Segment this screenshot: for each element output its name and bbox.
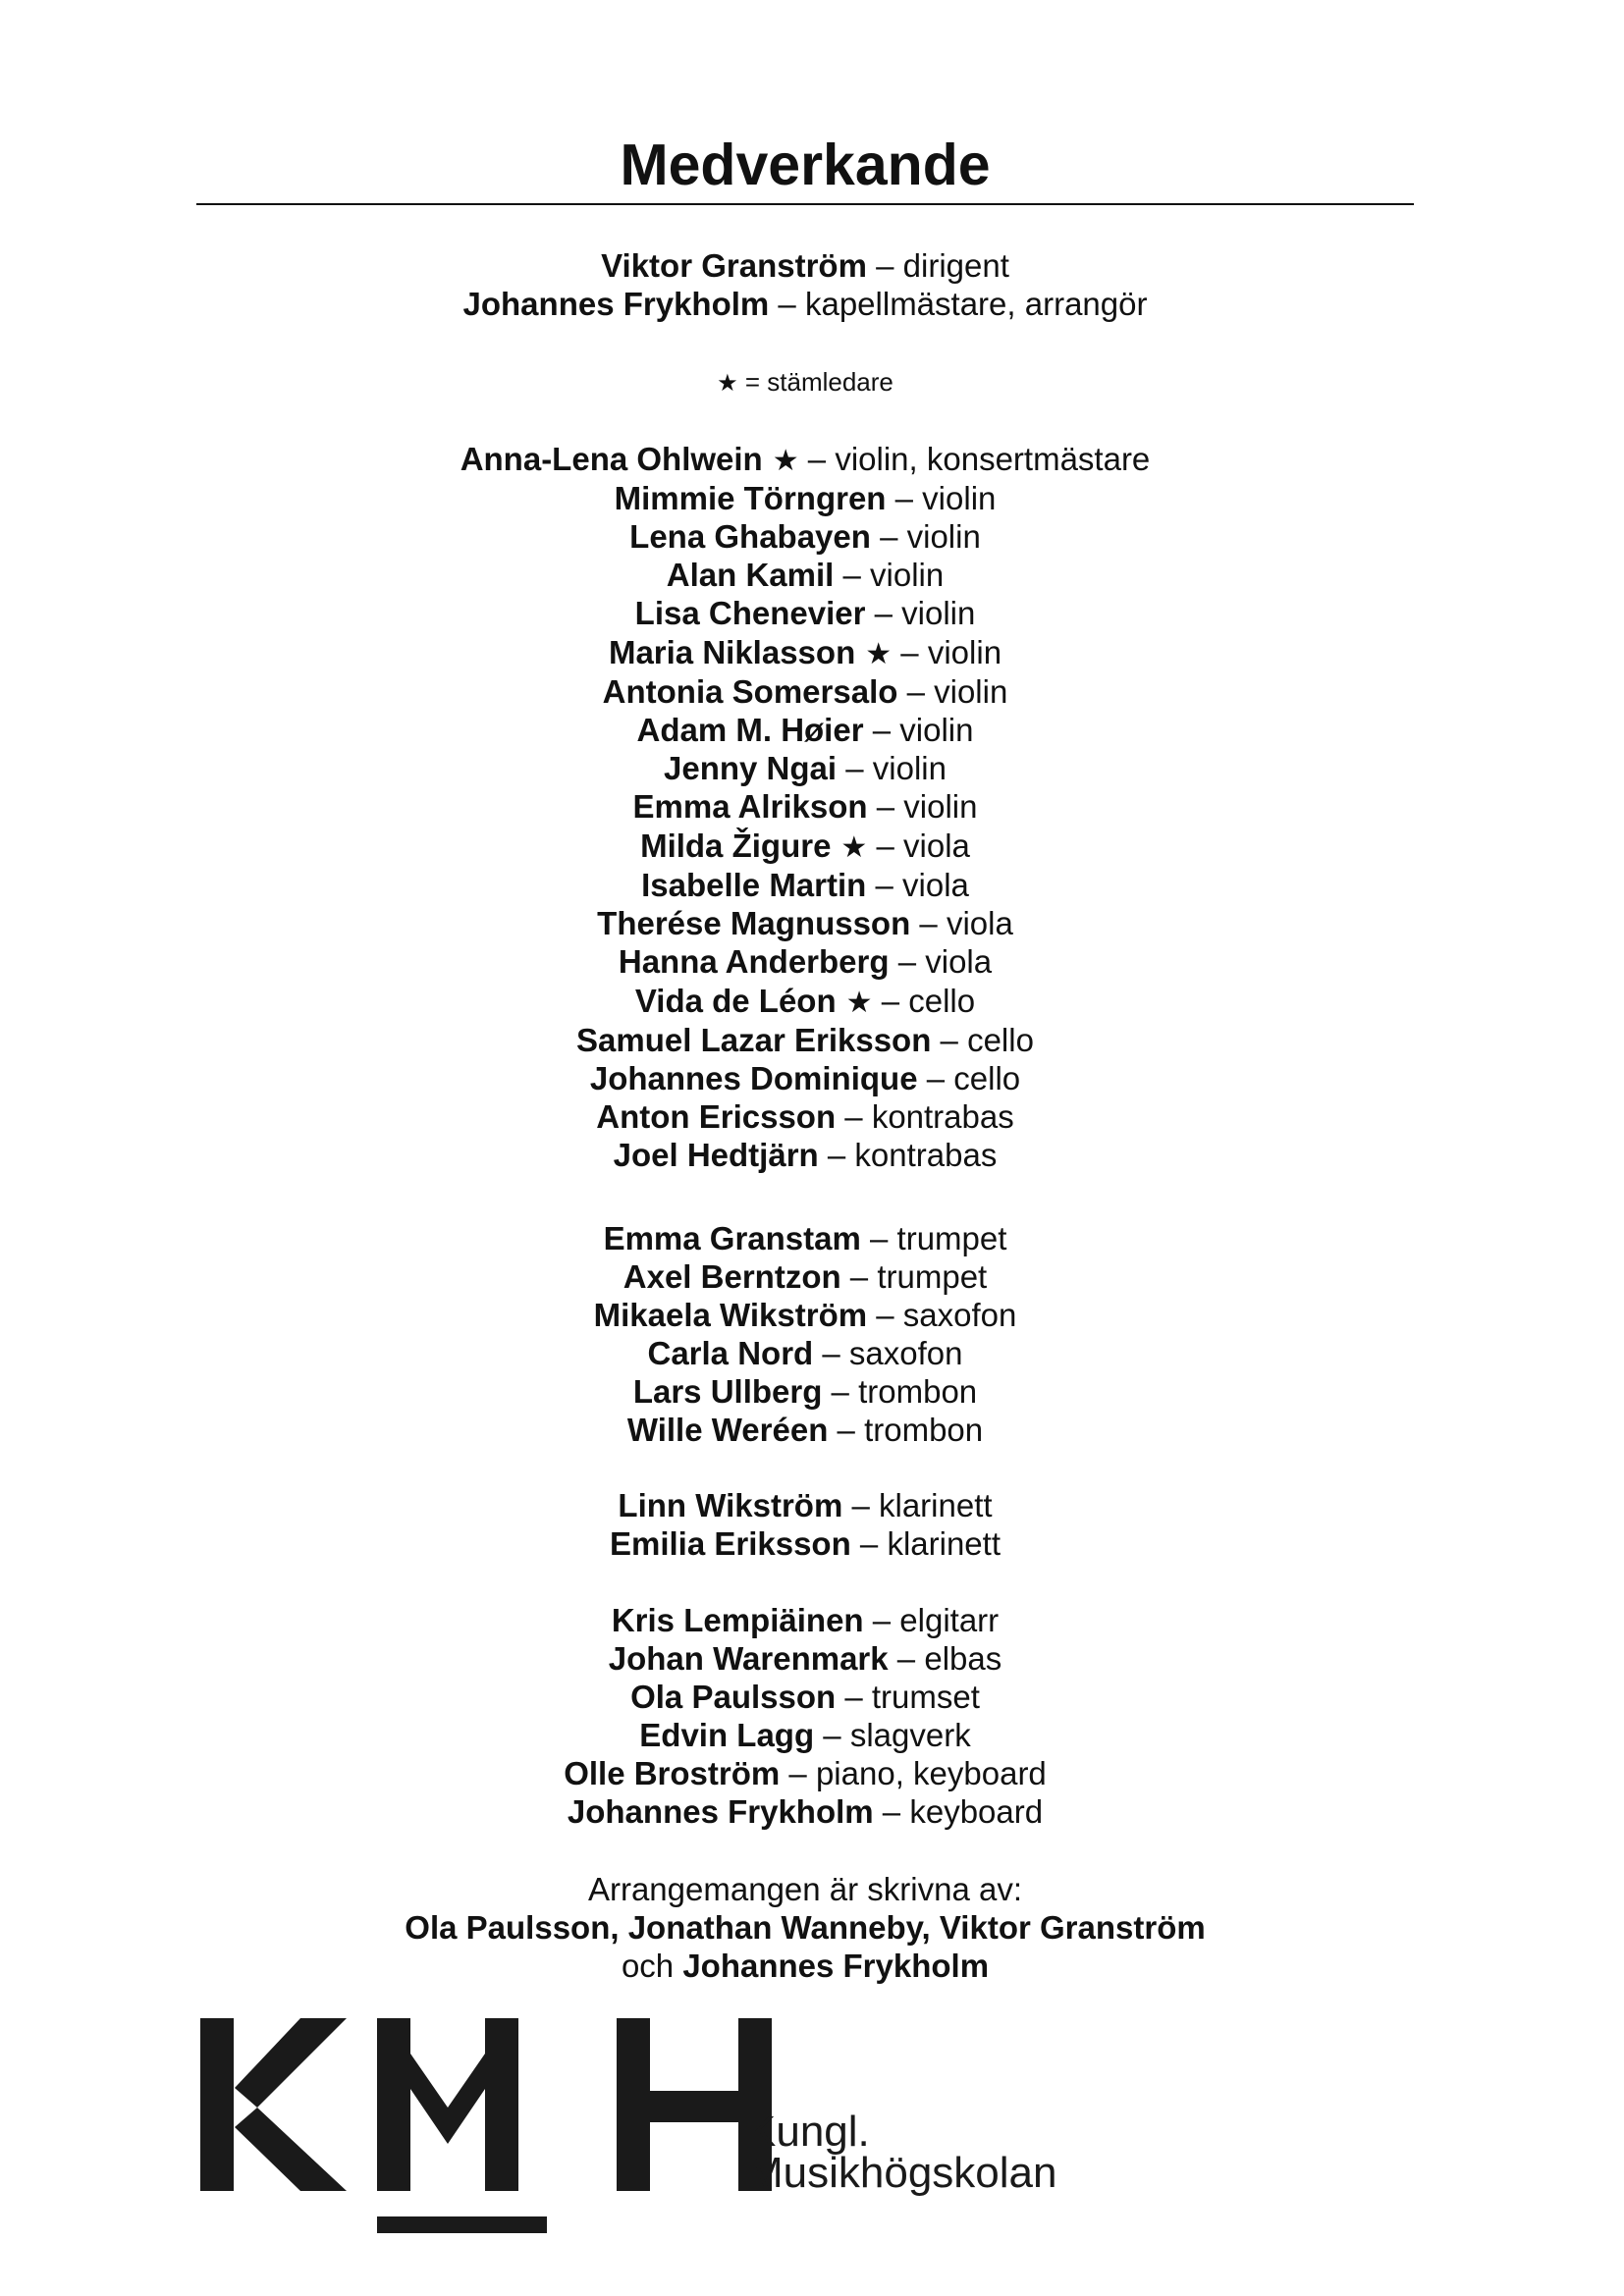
performer-role: violin: [870, 557, 945, 593]
performer-row: [196, 1097, 1414, 1136]
performer-row: [196, 439, 1414, 479]
role-separator: –: [834, 557, 871, 593]
role-separator: –: [872, 983, 909, 1019]
performer-name: Jenny Ngai: [664, 750, 838, 786]
performer-name: Johannes Frykholm: [462, 286, 770, 322]
performer-role: violin: [901, 595, 976, 631]
arrangers-conjunction: och: [621, 1948, 683, 1984]
performer-role: cello: [967, 1022, 1034, 1058]
performer-name: Milda Žigure: [640, 828, 832, 864]
role-separator: –: [822, 1373, 859, 1410]
performer-role: kapellmästare, arrangör: [804, 286, 1148, 322]
arrangers-block: [196, 1870, 1414, 1985]
performer-row: [196, 1792, 1414, 1831]
role-separator: –: [866, 867, 903, 903]
performer-row: [196, 1136, 1414, 1174]
performer-role: violin: [903, 788, 978, 825]
performer-role: violin: [927, 634, 1002, 670]
performer-row: [196, 1372, 1414, 1411]
role-separator: –: [842, 1487, 879, 1523]
role-separator: –: [836, 1679, 872, 1715]
role-separator: –: [870, 518, 907, 555]
performer-name: Lena Ghabayen: [629, 518, 871, 555]
performer-row: [196, 1059, 1414, 1097]
performer-row: [196, 479, 1414, 517]
performer-name: Lars Ullberg: [632, 1373, 823, 1410]
performer-name: Vida de Léon: [634, 983, 837, 1019]
performer-row: [196, 1411, 1414, 1449]
performer-row: [196, 1021, 1414, 1059]
performer-name: Maria Niklasson: [608, 634, 856, 670]
performer-name: Johannes Dominique: [589, 1060, 918, 1096]
role-separator: –: [886, 480, 923, 516]
performer-name: Emma Alrikson: [632, 788, 868, 825]
performer-name: Kris Lempiäinen: [611, 1602, 864, 1638]
performer-name: Mikaela Wikström: [593, 1297, 868, 1333]
role-separator: –: [798, 441, 836, 477]
performer-role: viola: [925, 943, 993, 980]
performer-role: viola: [946, 905, 1013, 941]
performer-role: violin: [934, 673, 1008, 710]
performer-name: Hanna Anderberg: [618, 943, 890, 980]
role-separator: –: [813, 1335, 849, 1371]
star-icon: ★: [845, 987, 873, 1019]
performer-row: [196, 517, 1414, 556]
performer-role: violin: [899, 712, 974, 748]
performer-name: Linn Wikström: [618, 1487, 843, 1523]
performer-role: slagverk: [849, 1717, 971, 1753]
performer-name: Emma Granstam: [603, 1220, 861, 1256]
performer-row: [196, 672, 1414, 711]
star-icon: ★: [717, 370, 738, 397]
performer-row: [196, 866, 1414, 904]
role-separator: –: [840, 1258, 878, 1295]
arrangers-last-line: [196, 1947, 1414, 1985]
logo-line-2: Musikhögskolan: [747, 2149, 1057, 2197]
arrangers-names: Ola Paulsson, Jonathan Wanneby, Viktor Granström: [405, 1909, 1206, 1946]
role-separator: –: [818, 1137, 855, 1173]
performer-name: Alan Kamil: [666, 557, 835, 593]
performer-role: keyboard: [909, 1793, 1044, 1830]
performer-name: Isabelle Martin: [641, 867, 867, 903]
woodwinds-section: [196, 1486, 1414, 1563]
performer-name: Carla Nord: [647, 1335, 814, 1371]
star-icon: ★: [772, 445, 799, 477]
performer-role: klarinett: [887, 1525, 1001, 1562]
role-separator: –: [888, 1640, 925, 1677]
performer-row: [196, 711, 1414, 749]
performer-row: [196, 1716, 1414, 1754]
performer-name: Emilia Eriksson: [609, 1525, 851, 1562]
strings-section: [196, 439, 1414, 1174]
performer-role: cello: [953, 1060, 1021, 1096]
performer-role: viola: [903, 828, 970, 864]
performer-row: [196, 1754, 1414, 1792]
performer-name: Mimmie Törngren: [614, 480, 887, 516]
performer-row: [196, 246, 1414, 285]
performer-row: [196, 285, 1414, 323]
performer-role: kontrabas: [854, 1137, 998, 1173]
performer-name: Therése Magnusson: [597, 905, 911, 941]
performer-row: [196, 556, 1414, 594]
performer-name: Ola Paulsson: [630, 1679, 837, 1715]
performer-role: trombon: [858, 1373, 978, 1410]
role-separator: –: [931, 1022, 968, 1058]
performer-name: Samuel Lazar Eriksson: [576, 1022, 932, 1058]
performer-role: trombon: [864, 1412, 984, 1448]
performer-row: [196, 942, 1414, 981]
role-separator: –: [837, 750, 873, 786]
page-title: Medverkande: [620, 133, 991, 197]
performer-role: trumset: [871, 1679, 980, 1715]
performer-role: saxofon: [902, 1297, 1017, 1333]
performer-role: elgitarr: [899, 1602, 1000, 1638]
role-separator: –: [917, 1060, 954, 1096]
performer-name: Joel Hedtjärn: [613, 1137, 819, 1173]
performer-row: [196, 1334, 1414, 1372]
role-separator: –: [836, 1098, 872, 1135]
role-separator: –: [850, 1525, 888, 1562]
performer-row: [196, 749, 1414, 787]
kmh-logo-mark: [200, 2018, 772, 2233]
rhythm-section: [196, 1601, 1414, 1831]
role-separator: –: [867, 1297, 903, 1333]
performer-row: [196, 1639, 1414, 1678]
performer-role: trumpet: [896, 1220, 1007, 1256]
performer-name: Wille Weréen: [626, 1412, 829, 1448]
performer-role: violin: [906, 518, 981, 555]
arrangers-last-name: Johannes Frykholm: [682, 1948, 990, 1984]
performer-role: violin, konsertmästare: [835, 441, 1151, 477]
performer-name: Antonia Somersalo: [602, 673, 898, 710]
performer-row: [196, 1486, 1414, 1524]
role-separator: –: [865, 595, 902, 631]
performer-name: Johannes Frykholm: [567, 1793, 874, 1830]
star-icon: ★: [865, 638, 893, 670]
role-separator: –: [910, 905, 947, 941]
leaders-block: [196, 246, 1414, 323]
performer-row: [196, 981, 1414, 1021]
brass-section: [196, 1219, 1414, 1449]
role-separator: –: [873, 1793, 910, 1830]
performer-row: [196, 1524, 1414, 1563]
role-separator: –: [866, 247, 903, 284]
performer-role: kontrabas: [871, 1098, 1014, 1135]
role-separator: –: [814, 1717, 850, 1753]
performer-row: [196, 904, 1414, 942]
performer-name: Axel Berntzon: [623, 1258, 841, 1295]
performer-role: dirigent: [902, 247, 1009, 284]
performer-role: klarinett: [879, 1487, 993, 1523]
performer-row: [196, 1601, 1414, 1639]
star-legend: [196, 365, 1414, 400]
performer-name: Edvin Lagg: [639, 1717, 815, 1753]
performer-name: Anna-Lena Ohlwein: [460, 441, 763, 477]
role-separator: –: [780, 1755, 816, 1791]
performer-name: Olle Broström: [564, 1755, 781, 1791]
role-separator: –: [867, 788, 904, 825]
performer-row: [196, 632, 1414, 672]
performer-role: piano, keyboard: [815, 1755, 1047, 1791]
title-rule: [196, 203, 1414, 205]
performer-role: saxofon: [848, 1335, 963, 1371]
role-separator: –: [897, 673, 935, 710]
kmh-logo: [192, 2012, 1076, 2238]
performer-role: violin: [922, 480, 997, 516]
role-separator: –: [828, 1412, 865, 1448]
role-separator: –: [867, 828, 904, 864]
performer-row: [196, 1219, 1414, 1257]
performer-role: elbas: [924, 1640, 1002, 1677]
performer-row: [196, 1257, 1414, 1296]
role-separator: –: [863, 1602, 900, 1638]
performer-name: Anton Ericsson: [596, 1098, 837, 1135]
role-separator: –: [769, 286, 805, 322]
performer-name: Viktor Granström: [601, 247, 867, 284]
performer-role: violin: [872, 750, 947, 786]
role-separator: –: [863, 712, 900, 748]
performer-name: Johan Warenmark: [608, 1640, 889, 1677]
performer-name: Lisa Chenevier: [634, 595, 866, 631]
role-separator: –: [889, 943, 926, 980]
performer-row: [196, 1678, 1414, 1716]
logo-line-1: Kungl.: [747, 2108, 870, 2156]
arrangers-intro: Arrangemangen är skrivna av:: [587, 1871, 1023, 1907]
legend-text: = stämledare: [737, 367, 893, 397]
performer-name: Adam M. Høier: [636, 712, 864, 748]
performer-role: viola: [902, 867, 969, 903]
performer-role: cello: [908, 983, 976, 1019]
star-icon: ★: [840, 831, 868, 864]
role-separator: –: [892, 634, 928, 670]
performer-row: [196, 787, 1414, 826]
performer-row: [196, 826, 1414, 866]
role-separator: –: [860, 1220, 897, 1256]
performer-row: [196, 1296, 1414, 1334]
performer-row: [196, 594, 1414, 632]
performer-role: trumpet: [877, 1258, 988, 1295]
